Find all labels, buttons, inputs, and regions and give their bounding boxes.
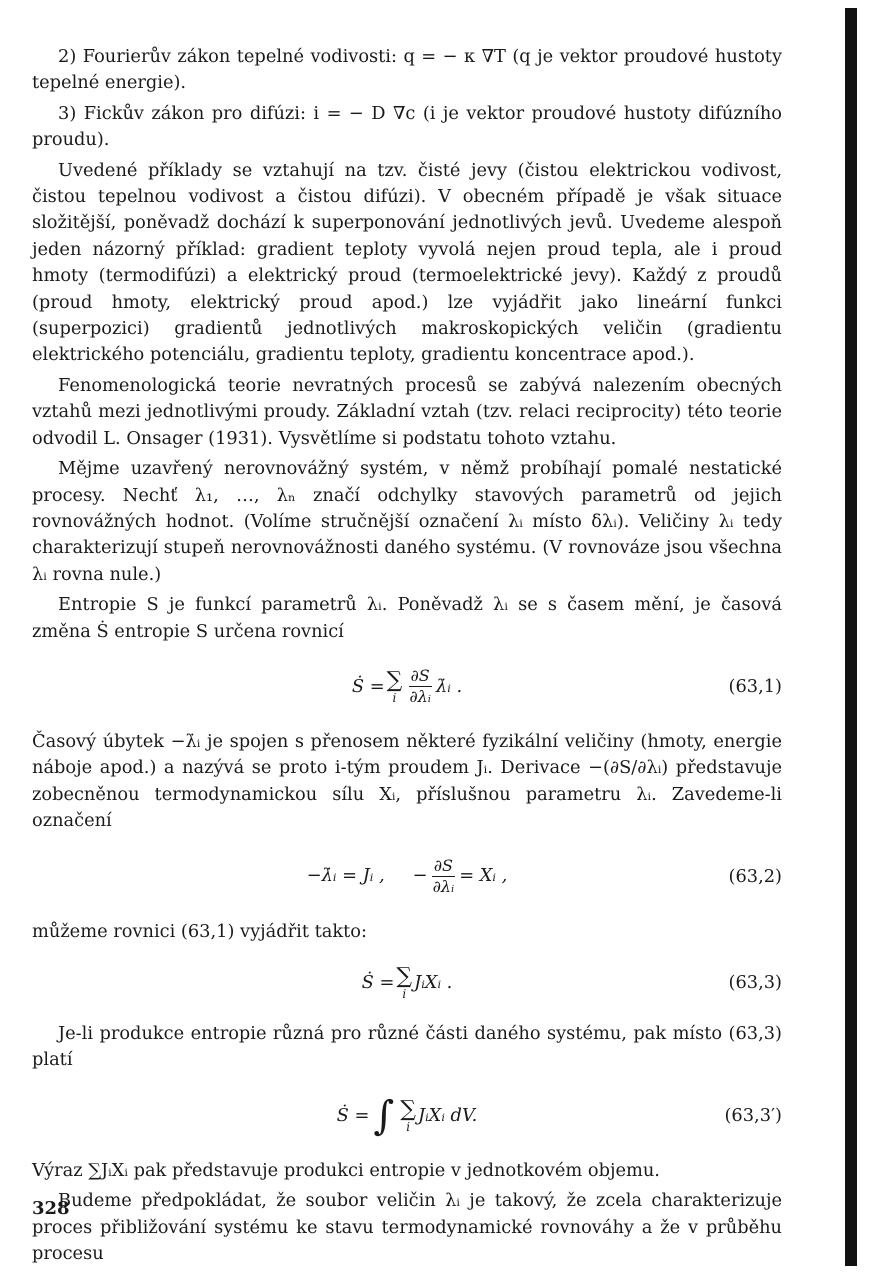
eq1-tail: λ̇ᵢ . [435,675,463,697]
equation-63-3-prime [32,1080,782,1152]
page-number: 328 [32,1198,70,1219]
paragraph-expression: Výraz ∑JᵢXᵢ pak představuje produkci entropie v jednotkovém objemu. [32,1159,660,1181]
eq1-sum-operator: ∑ i [386,667,403,705]
eq3-sum-operator: ∑ i [396,963,413,1001]
eq2-part-b: = Xᵢ , [459,865,508,887]
eq1-denominator: ∂λᵢ [409,687,431,707]
equation-63-1 [32,651,782,723]
paragraph-entropy-function: Entropie S je funkcí parametrů λᵢ. Poněvadž λᵢ se s časem mění, je časová změna Ṡ entropie S určena rovnicí [32,594,782,642]
paragraph-rewrite: můžeme rovnici (63,1) vyjádřit takto: [32,920,367,942]
paragraph-phenomenological-theory: Fenomenologická teorie nevratných procesů se zabývá nalezením obecných vztahů mezi jednotlivými proudy. Základní vztah (tzv. relaci reciprocity) této teorie odvodil L. Onsager (1931). Vysvětlíme si podstatu tohoto vztahu. [32,374,782,449]
paragraph-closed-system: Mějme uzavřený nerovnovážný systém, v němž probíhají pomalé nestatické procesy. Nechť λ₁, …, λₙ značí odchylky stavových parametrů od jejich rovnovážných hodnot. (Volíme stručnější označení λᵢ místo δλᵢ). Veličiny λᵢ tedy charakterizují stupeň nerovnovážnosti daného systému. (V rovnováze jsou všechna λᵢ rovna nule.) [32,458,782,585]
paragraph-pure-effects: Uvedené příklady se vztahují na tzv. čisté jevy (čistou elektrickou vodivost, čistou tepelnou vodivost a čistou difúzi). V obecném případě je však situace složitější, poněvadž dochází k superponování jednotlivých jevů. Uvedeme alespoň jeden názorný příklad: gradient teploty vyvolá nejen proud tepla, ale i proud hmoty (termodifúzi) a elektrický proud (termoelektrické jevy). Každý z proudů (proud hmoty, elektrický proud apod.) lze vyjádřit jako lineární funkci (superpozici) gradientů jednotlivých makroskopických veličin (gradientu elektrického potenciálu, gradientu teploty, gradientu koncentrace apod.). [32,159,782,366]
eq1-numerator: ∂S [410,666,430,686]
eq2-minus: − [412,865,428,887]
eq2-number: (63,2) [728,865,782,887]
eq3-lhs: Ṡ = [361,971,395,993]
document-page [32,44,782,1271]
paragraph-assumption: Budeme předpokládat, že soubor veličin λᵢ je takový, že zcela charakterizuje proces přibližování systému ke stavu termodynamické rovnováhy a že v průběhu procesu [32,1190,782,1264]
equation-63-3 [32,951,782,1015]
eq2-numerator: ∂S [433,856,453,876]
eq1-number: (63,1) [728,675,782,697]
eq4-body: JᵢXᵢ dV. [417,1104,478,1126]
eq1-lhs: Ṡ = [351,675,385,697]
eq4-number: (63,3′) [724,1104,782,1126]
eq4-lhs: Ṡ = [336,1104,370,1126]
eq3-sum-index: i [402,986,407,1001]
paragraph-entropy-production: Je-li produkce entropie různá pro různé části daného systému, pak místo (63,3) platí [32,1022,782,1071]
paragraph-time-decrease: Časový úbytek −λ̇ᵢ je spojen s přenosem některé fyzikální veličiny (hmoty, energie náboje apod.) a nazývá se proto i-tým proudem Jᵢ. Derivace −(∂S/∂λᵢ) představuje zobecněnou termodynamickou sílu Xᵢ, příslušnou parametru λᵢ. Zavedeme-li označení [32,730,782,832]
eq1-sum-index: i [392,690,397,705]
paragraph-fick-law: 3) Fickův zákon pro difúzi: i = − D ∇c (i je vektor proudové hustoty difúzního proudu). [32,102,782,151]
page-edge-shadow [845,8,857,1266]
eq2-fraction [431,856,457,897]
eq2-part-a: −λ̇ᵢ = Jᵢ , [306,865,385,887]
eq3-number: (63,3) [728,971,782,993]
eq3-body: JᵢXᵢ . [414,971,453,993]
eq4-integral-sign: ∫ [373,1092,395,1139]
eq1-fraction [407,666,433,707]
equation-63-2 [32,841,782,913]
eq2-denominator: ∂λᵢ [432,877,455,897]
eq4-sum-index: i [406,1119,411,1134]
paragraph-fourier-law: 2) Fourierův zákon tepelné vodivosti: q = − κ ∇T (q je vektor proudové hustoty tepelné energie). [32,46,782,94]
eq4-sum-operator: ∑ i [400,1096,416,1134]
